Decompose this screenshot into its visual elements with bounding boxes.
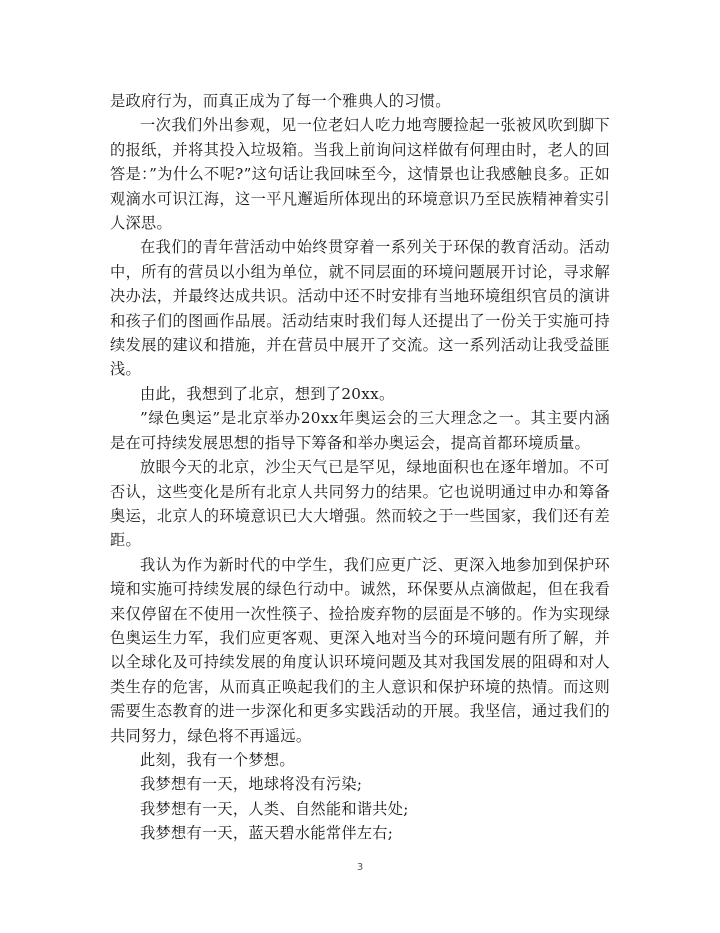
paragraph: 在我们的青年营活动中始终贯穿着一系列关于环保的教育活动。活动中，所有的营员以小组为单位，就不同层面的环境问题展开讨论，寻求解决办法，并最终达成共识。活动中还不时安排有当地环境组织官员的演讲和孩子们的图画作品展。活动结束时我们每人还提出了一份关于实施可持续发展的建议和措施，并在营员中展开了交流。这一系列活动让我受益匪浅。 <box>110 238 610 379</box>
paragraph: 由此，我想到了北京，想到了20xx。 <box>140 384 395 403</box>
paragraph: 此刻，我有一个梦想。 <box>140 750 295 769</box>
paragraph: 我梦想有一天，地球将没有污染; <box>140 775 363 794</box>
paragraph: 我认为作为新时代的中学生，我们应更广泛、更深入地参加到保护环境和实施可持续发展的绿色行动中。诚然，环保要从点滴做起，但在我看来仅停留在不使用一次性筷子、捡拾废弃物的层面是不够的。作为实现绿色奥运生力军，我们应更客观、更深入地对当今的环境问题有所了解，并以全球化及可持续发展的角度认识环境问题及其对我国发展的阻碍和对人类生存的危害，从而真正唤起我们的主人意识和保护环境的热情。而这则需要生态教育的进一步深化和更多实践活动的开展。我坚信，通过我们的共同努力，绿色将不再遥远。 <box>110 555 610 745</box>
document-body <box>110 89 610 846</box>
paragraph: 我梦想有一天，人类、自然能和谐共处; <box>140 799 409 818</box>
paragraph: 一次我们外出参观，见一位老妇人吃力地弯腰捡起一张被风吹到脚下的报纸，并将其投入垃圾箱。当我上前询问这样做有何理由时，老人的回答是：”为什么不呢?”这句话让我回味至今，这情景也让我感触良多。正如观滴水可识江海，这一平凡邂逅所体现出的环境意识乃至民族精神着实引人深思。 <box>110 116 610 233</box>
page-number: 3 <box>356 862 364 873</box>
paragraph: 我梦想有一天，蓝天碧水能常伴左右; <box>140 824 394 843</box>
paragraph: ”绿色奥运”是北京举办20xx年奥运会的三大理念之一。其主要内涵是在可持续发展思想的指导下筹备和举办奥运会，提高首都环境质量。 <box>110 409 610 452</box>
paragraph: 放眼今天的北京，沙尘天气已是罕见，绿地面积也在逐年增加。不可否认，这些变化是所有北京人共同努力的结果。它也说明通过申办和筹备奥运，北京人的环境意识已大大增强。然而较之于一些国家，我们还有差距。 <box>110 458 610 550</box>
paragraph: 是政府行为，而真正成为了每一个雅典人的习惯。 <box>110 92 451 110</box>
